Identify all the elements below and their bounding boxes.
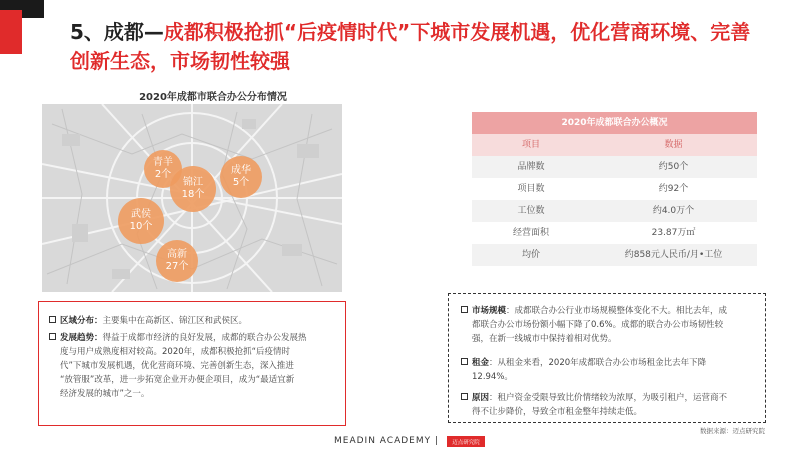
corner-decoration-black-2 [22, 10, 44, 18]
table-cell-item: 项目数 [517, 184, 545, 194]
note-label: 原因 [472, 393, 490, 403]
table-header-row [472, 134, 757, 156]
note-text: 经济发展的城市”之一。 [60, 389, 150, 399]
title-accent: 成都积极抢抓“后疫情时代”下城市发展机遇，优化营商环境、完善创新生态，市场韧性较强 [70, 20, 751, 73]
district-count: 10个 [129, 221, 153, 232]
right-notes-box [448, 293, 766, 423]
table-row [472, 200, 757, 222]
logo-text: 迈点研究院 [452, 440, 480, 446]
district-name: 高新 [167, 249, 187, 260]
table-cell-item: 均价 [521, 250, 540, 260]
note-text: 都联合办公市场份额小幅下降了0.6%。成都的联合办公市场韧性较 [472, 320, 724, 330]
note-text: ：成都联合办公行业市场规模整体变化不大。相比去年，成 [506, 306, 728, 316]
table-row [472, 222, 757, 244]
checkbox-icon [49, 333, 56, 340]
district-bubble-wuhou [118, 198, 164, 244]
district-bubble-gaoxin [156, 240, 198, 282]
note-label: 租金 [472, 358, 490, 368]
district-count: 5个 [232, 177, 250, 188]
note-text: 得益于成都市经济的良好发展，成都的联合办公发展热 [102, 333, 307, 343]
table-title: 2020年成都联合办公概况 [472, 112, 757, 134]
district-bubble-chenghua [220, 156, 262, 198]
checkbox-icon [461, 306, 468, 313]
note-label: 发展趋势： [60, 333, 103, 343]
note-text: ：从租金来看，2020年成都联合办公市场租金比去年下降 [489, 358, 707, 368]
district-name: 成华 [231, 165, 251, 176]
note-text: ：租户资金受限导致比价情绪较为浓厚，为吸引租户，运营商不 [489, 393, 728, 403]
note-text: 得不让步降价，导致全市租金整年持续走低。 [472, 407, 643, 417]
note-text: 强，在新一线城市中保持着相对优势。 [472, 334, 617, 344]
note-text: 主要集中在高新区、锦江区和武侯区。 [102, 316, 248, 326]
district-bubble-jinjiang [170, 166, 216, 212]
note-label: 区域分布： [60, 316, 103, 326]
note-text: 度与用户成熟度相对较高。2020年，成都积极抢抓“后疫情时 [60, 347, 291, 357]
page-title [70, 18, 760, 76]
column-header-item: 项目 [521, 140, 540, 150]
footer-brand: MEADIN ACADEMY | [334, 436, 439, 446]
table-cell-item: 品牌数 [517, 162, 545, 172]
note-text: “放管服”改革，进一步拓宽企业开办便企项目，成为“最适宜新 [60, 375, 295, 385]
note-text: 代”下城市发展机遇，优化营商环境、完善创新生态，深入推进 [60, 361, 294, 371]
district-name: 武侯 [131, 209, 151, 220]
meadin-logo-icon [447, 436, 485, 447]
note-area [49, 314, 247, 328]
corner-decoration-black [0, 0, 44, 10]
table-cell-item: 经营面积 [512, 228, 549, 238]
table-cell-item: 工位数 [517, 206, 545, 216]
column-header-value: 数据 [664, 140, 683, 150]
checkbox-icon [461, 358, 468, 365]
table-cell-value: 约858元人民币/月•工位 [624, 250, 723, 260]
district-map [42, 104, 342, 292]
note-market-scale [461, 304, 761, 346]
district-count: 18个 [181, 189, 205, 200]
district-name: 青羊 [153, 157, 173, 168]
district-count: 27个 [165, 261, 189, 272]
district-name: 锦江 [183, 177, 203, 188]
table-row [472, 244, 757, 266]
map-title: 2020年成都市联合办公分布情况 [139, 92, 287, 103]
note-trend [49, 331, 341, 401]
corner-decoration-red [0, 10, 22, 54]
table-cell-value: 约4.0万个 [652, 206, 695, 216]
note-reason [461, 391, 761, 419]
note-label: 市场规模 [472, 306, 507, 316]
left-notes-box [38, 301, 346, 426]
checkbox-icon [461, 393, 468, 400]
overview-table [472, 112, 757, 266]
note-rent [461, 356, 761, 384]
data-source: 数据来源：迈点研究院 [700, 427, 765, 435]
table-cell-value: 23.87万㎡ [651, 228, 696, 238]
note-text: 12.94%。 [472, 372, 513, 382]
table-row [472, 156, 757, 178]
title-prefix: 5、成都— [70, 20, 164, 44]
checkbox-icon [49, 316, 56, 323]
district-count: 2个 [154, 169, 172, 180]
table-cell-value: 约50个 [658, 162, 689, 172]
table-cell-value: 约92个 [658, 184, 689, 194]
table-row [472, 178, 757, 200]
